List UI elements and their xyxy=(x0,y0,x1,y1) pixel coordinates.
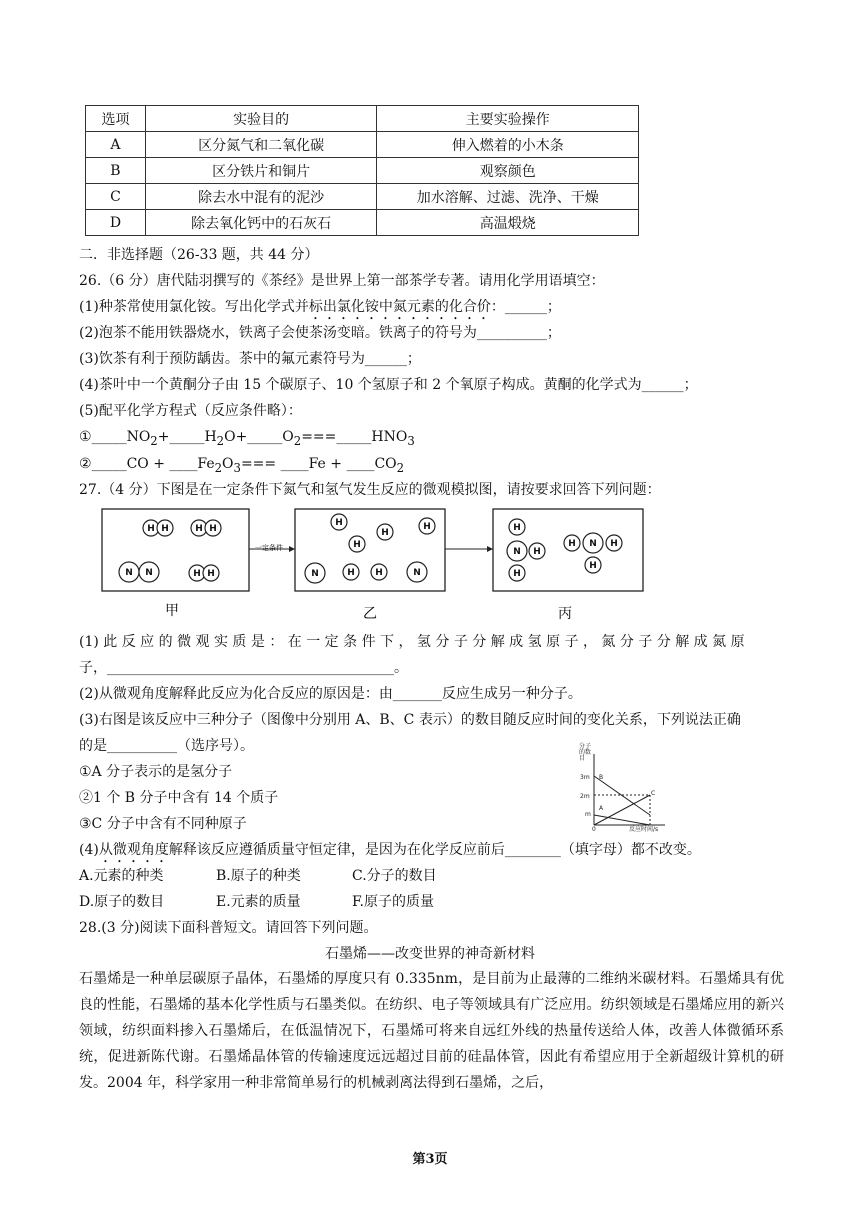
svg-text:H: H xyxy=(610,539,618,549)
choice: B.原子的种类 xyxy=(216,868,301,884)
nh3-molecule xyxy=(507,519,545,581)
page-number: 第3页 xyxy=(412,1152,448,1167)
table-cell: 除去水中混有的泥沙 xyxy=(145,184,377,210)
svg-text:H: H xyxy=(195,524,203,534)
eq-num: ① xyxy=(79,429,92,445)
svg-text:H: H xyxy=(207,569,215,579)
svg-text:N: N xyxy=(413,568,421,578)
h2-molecule xyxy=(189,565,219,581)
graph-tick: m xyxy=(585,811,591,818)
table-cell: 伸入燃着的小木条 xyxy=(377,132,639,158)
graph-ylabel-line: 的数 xyxy=(579,749,592,756)
svg-text:H: H xyxy=(193,569,201,579)
article-title: 石墨烯——改变世界的神奇新材料 xyxy=(325,946,535,962)
svg-text:H: H xyxy=(568,539,576,549)
svg-text:H: H xyxy=(147,524,155,534)
choice: C.分子的数目 xyxy=(352,868,437,884)
eq-term: O+_____O xyxy=(224,429,294,445)
eq-term: _____NO xyxy=(91,429,151,445)
graph-xlabel: 反应时间/s xyxy=(629,826,659,833)
table-header: 选项 xyxy=(86,106,146,132)
eq-sub: 3 xyxy=(233,460,241,475)
svg-text:H: H xyxy=(589,561,597,571)
q26-part1-emphasis: 标出氯化铵中氮元素的化合价 xyxy=(308,299,491,315)
table-row xyxy=(86,158,639,184)
label-yi: 乙 xyxy=(363,606,377,622)
eq-sub: 2 xyxy=(150,433,158,448)
q26-part2: (2)泡茶不能用铁器烧水，铁离子会使茶汤变暗。铁离子的符号为__________； xyxy=(79,325,561,341)
svg-text:N: N xyxy=(311,569,319,579)
q27-part1-b: 子，_________________________________________。 xyxy=(79,660,408,676)
article-paragraph: 石墨烯是一种单层碳原子晶体，石墨烯的厚度只有 0.335nm，是目前为止最薄的二维纳米碳材料。石墨烯具有优良的性能，石墨烯的基本化学性质与石墨类似。在纺织、电子等领域具有广泛应用。纺织领域是石墨烯应用的新兴领域，纺织面料掺入石墨烯后，在低温情况下，石墨烯可将来自远红外线的热量传送给人体，改善人体微循环系统，促进新陈代谢。石墨烯晶体管的传输速度远远超过目前的硅晶体管，因此有希望应用于全新超级计算机的研发。2004 年，科学家用一种非常简单易行的机械剥离法得到石墨烯，之后， xyxy=(79,971,784,1091)
table-cell: C xyxy=(86,184,146,210)
q27-part4-b: 解释该反应遵循质量守恒定律，是因为在化学反应前后________（填字母）都不改变。 xyxy=(168,842,701,858)
svg-text:H: H xyxy=(335,518,343,528)
molecule-count-graph xyxy=(565,742,675,834)
table-header: 主要实验操作 xyxy=(377,106,639,132)
svg-text:H: H xyxy=(423,522,431,532)
svg-text:N: N xyxy=(513,547,521,557)
eq-sub: 2 xyxy=(293,433,302,448)
table-row xyxy=(86,132,639,158)
eq-sub: 2 xyxy=(216,433,225,448)
q26-part1-b: ：______； xyxy=(490,299,561,315)
svg-text:H: H xyxy=(375,568,383,578)
q26-part3: (3)饮茶有利于预防龋齿。茶中的氟元素符号为______； xyxy=(79,351,421,367)
equation-2 xyxy=(79,454,404,478)
h2-molecule xyxy=(191,520,221,536)
q27-option-3: ③C 分子中含有不同种原子 xyxy=(79,816,247,832)
n-atom xyxy=(407,562,427,582)
reaction-diagram xyxy=(95,505,735,630)
h-atom xyxy=(331,514,347,530)
svg-text:H: H xyxy=(209,524,217,534)
table-cell: B xyxy=(86,158,146,184)
eq-term: ===_____HNO xyxy=(301,429,408,445)
h-atom xyxy=(343,564,359,580)
series-label-b: B xyxy=(599,774,604,781)
section-heading: 二．非选择题（26-33 题，共 44 分） xyxy=(79,247,319,263)
q27-part1-a: (1) 此 反 应 的 微 观 实 质 是 ： 在 一 定 条 件 下 ， 氢 分 子 分 解 成 氢 原 子 ， 氮 分 子 分 解 成 氮 原 xyxy=(79,634,745,650)
table-cell: 加水溶解、过滤、洗净、干燥 xyxy=(377,184,639,210)
eq-sub: 2 xyxy=(396,460,405,475)
arrow-head-1 xyxy=(289,546,295,552)
q26-part4: (4)茶叶中一个黄酮分子由 15 个碳原子、10 个氢原子和 2 个氧原子构成。黄酮的化学式为______； xyxy=(79,377,698,393)
q27-part4-a: (4) xyxy=(79,842,99,858)
n-atom xyxy=(305,563,325,583)
svg-text:H: H xyxy=(381,528,389,538)
svg-text:N: N xyxy=(125,568,133,578)
q26-stem: 26.（6 分）唐代陆羽撰写的《茶经》是世界上第一部茶学专著。请用化学用语填空： xyxy=(79,273,605,289)
table-cell: 区分氮气和二氧化碳 xyxy=(145,132,377,158)
q27-choices-row-1 xyxy=(79,866,437,886)
svg-text:H: H xyxy=(347,568,355,578)
arrow-label: 一定条件 xyxy=(255,544,283,552)
choice: A.元素的种类 xyxy=(79,868,164,884)
h-atom xyxy=(349,536,365,552)
eq-term: O xyxy=(222,456,234,472)
table-cell: 除去氧化钙中的石灰石 xyxy=(145,210,377,236)
h-atom xyxy=(377,524,393,540)
table-row xyxy=(86,184,639,210)
q27-part2: (2)从微观角度解释此反应为化合反应的原因是：由_______反应生成另一种分子。 xyxy=(79,686,582,702)
q27-option-2: ②1 个 B 分子中含有 14 个质子 xyxy=(79,790,279,806)
equation-1 xyxy=(79,427,415,451)
q27-part3-b: 的是__________（选序号）。 xyxy=(79,738,254,754)
eq-num: ② xyxy=(79,456,92,472)
eq-term: +_____H xyxy=(157,429,217,445)
svg-text:H: H xyxy=(353,540,361,550)
choice: D.原子的数目 xyxy=(79,894,165,910)
series-label-a: A xyxy=(599,805,604,812)
table-header-row xyxy=(86,106,639,132)
table-cell: A xyxy=(86,132,146,158)
svg-text:H: H xyxy=(161,524,169,534)
n2-molecule xyxy=(119,562,159,582)
h-atom xyxy=(371,564,387,580)
table-cell: 观察颜色 xyxy=(377,158,639,184)
q26-part5: (5)配平化学方程式（反应条件略）： xyxy=(79,403,302,419)
table-cell: 高温煅烧 xyxy=(377,210,639,236)
label-jia: 甲 xyxy=(165,603,179,619)
label-bing: 丙 xyxy=(558,606,572,622)
arrow-head-2 xyxy=(487,546,493,552)
q28-stem: 28.(3 分)阅读下面科普短文。请回答下列问题。 xyxy=(79,920,378,936)
svg-text:N: N xyxy=(589,539,597,549)
q27-part3-a: (3)右图是该反应中三种分子（图像中分别用 A、B、C 表示）的数目随反应时间的变化关系，下列说法正确 xyxy=(79,712,741,728)
choice: E.元素的质量 xyxy=(216,894,301,910)
svg-text:N: N xyxy=(145,568,153,578)
q26-part1 xyxy=(79,297,561,323)
graph-ylabel-line: 目 xyxy=(579,755,586,762)
q27-part4 xyxy=(79,840,701,866)
table-row xyxy=(86,210,639,236)
series-label-c: C xyxy=(651,790,656,797)
q27-part4-emphasis: 从微观角度 xyxy=(98,842,169,858)
graph-tick: 3m xyxy=(580,774,590,781)
table-cell: D xyxy=(86,210,146,236)
graph-tick: 2m xyxy=(580,793,590,800)
q27-option-1: ①A 分子表示的是氢分子 xyxy=(79,764,233,780)
svg-text:H: H xyxy=(513,569,521,579)
graph-origin: 0 xyxy=(592,826,596,833)
eq-term: _____CO + ____Fe xyxy=(91,456,215,472)
q26-part1-a: (1)种茶常使用氯化铵。写出化学式并 xyxy=(79,299,309,315)
table-cell: 区分铁片和铜片 xyxy=(145,158,377,184)
eq-term: === ____Fe + ____CO xyxy=(240,456,397,472)
h-atom xyxy=(419,518,435,534)
q27-choices-row-2 xyxy=(79,892,434,912)
svg-text:H: H xyxy=(513,523,521,533)
choice: F.原子的质量 xyxy=(352,894,434,910)
q27-stem: 27.（4 分）下图是在一定条件下氮气和氢气发生反应的微观模拟图，请按要求回答下列问题： xyxy=(79,482,661,498)
eq-sub: 3 xyxy=(407,433,415,448)
h2-molecule xyxy=(143,520,173,536)
table-header: 实验目的 xyxy=(145,106,377,132)
eq-sub: 2 xyxy=(214,460,223,475)
svg-text:H: H xyxy=(533,547,541,557)
options-table xyxy=(85,105,639,236)
nh3-molecule xyxy=(564,533,622,573)
graph-ylabel-line: 分子 xyxy=(579,743,592,750)
